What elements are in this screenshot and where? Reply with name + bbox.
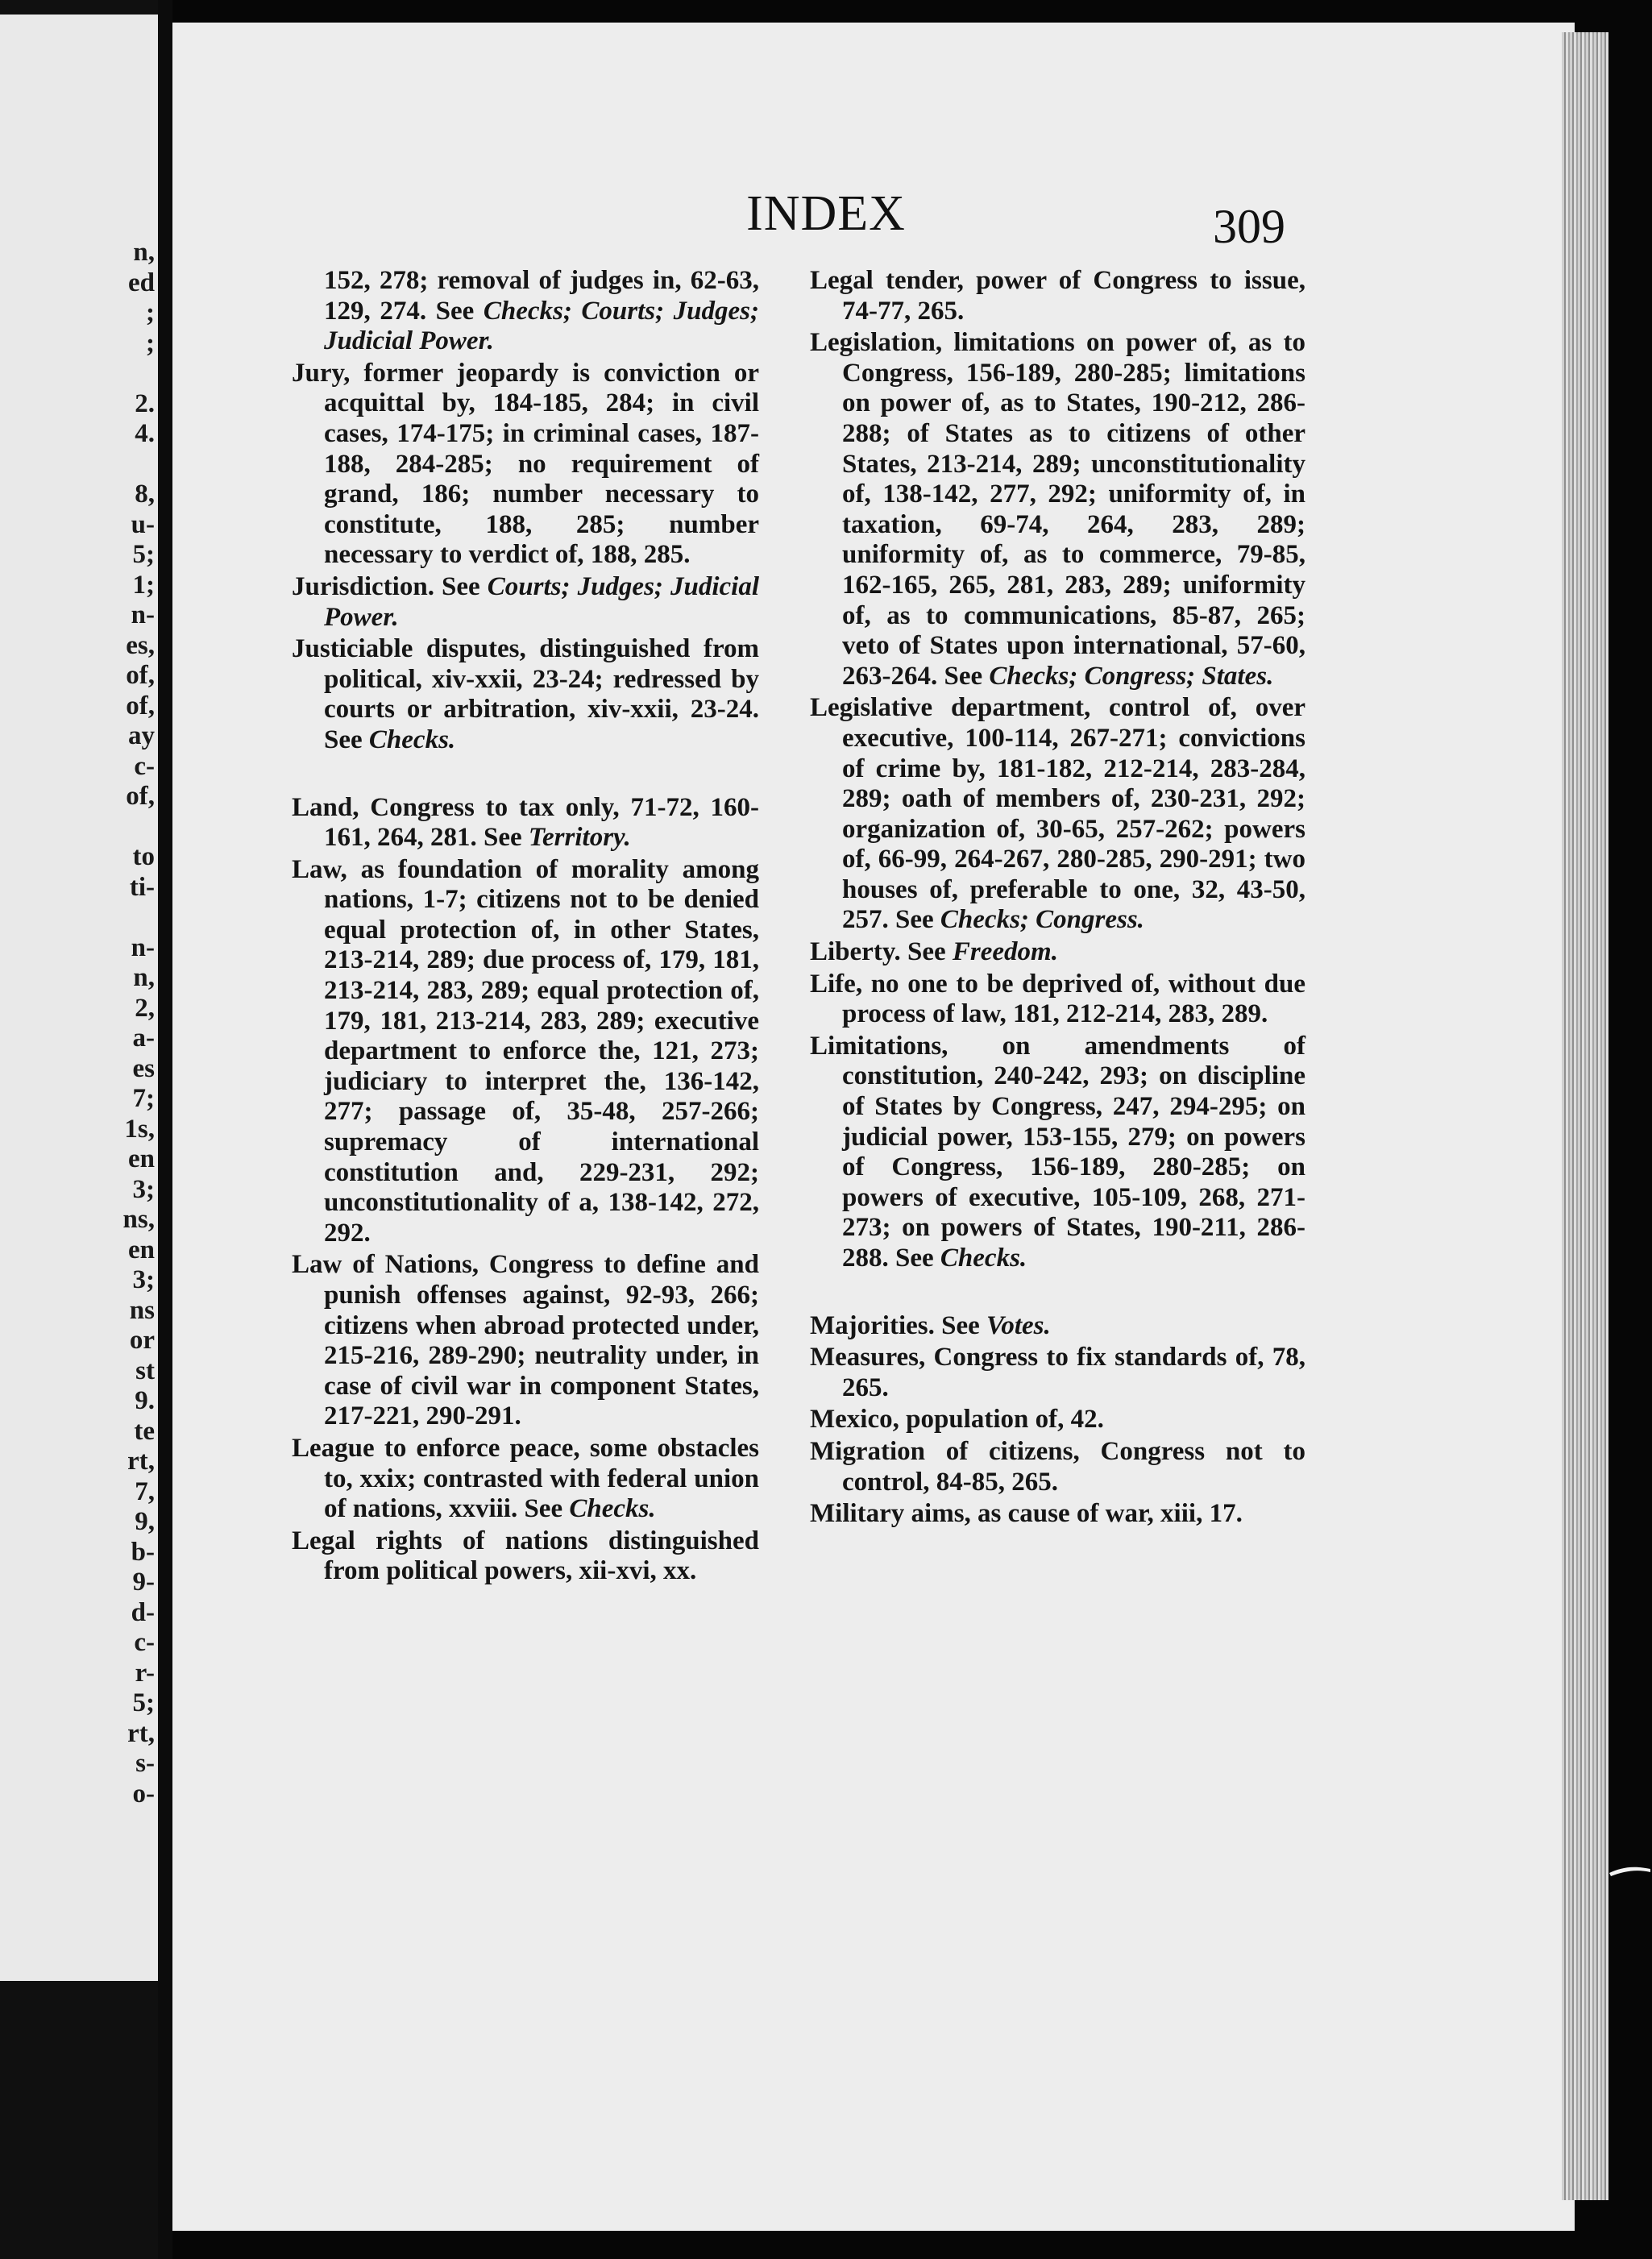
- left-page-fragment: u-: [131, 509, 155, 539]
- left-page-fragment: 4.: [135, 419, 155, 448]
- index-entry: [810, 1032, 1305, 1274]
- entry-text: Legal rights of nations distinguished from political powers, xii-xvi, xx.: [292, 1526, 759, 1586]
- entry-text: Limitations, on amendments of constitution, 240-242, 293; on discipline of States by Congress, 247, 294-295; on judicial power, 153-155, 279; on powers of Congress, 156-189, 280-285; on powers of executive, 105-109, 268, 271-273; on powers of States, 190-211, 286-288. See: [810, 1031, 1305, 1273]
- letter-section-gap: [292, 758, 759, 793]
- entry-text: Life, no one to be deprived of, without due process of law, 181, 212-214, 283, 289.: [810, 969, 1305, 1029]
- entry-text: Measures, Congress to fix standards of, 78, 265.: [810, 1343, 1305, 1402]
- left-page-fragment: 9.: [135, 1386, 155, 1415]
- letter-section-gap: [810, 1276, 1305, 1311]
- left-page-fragment: 1;: [132, 570, 155, 600]
- index-entry: [810, 328, 1305, 691]
- left-page-fragment: en: [128, 1144, 155, 1173]
- entry-text: Military aims, as cause of war, xiii, 17.: [810, 1499, 1243, 1529]
- cross-reference: Courts; Judges; Judicial Power.: [324, 571, 760, 632]
- index-entry: [810, 970, 1305, 1030]
- left-page-fragment: ns: [129, 1295, 155, 1325]
- left-page-fragment: n-: [131, 932, 155, 962]
- page-number: 309: [1213, 200, 1285, 253]
- left-page-fragment: es,: [126, 630, 155, 660]
- index-entry: [810, 1405, 1305, 1435]
- left-page-fragment: 7;: [132, 1084, 155, 1113]
- index-entry: [292, 855, 759, 1249]
- index-entry: [810, 937, 1305, 968]
- left-page-fragment: of,: [126, 782, 155, 811]
- entry-text: 152, 278; removal of judges in, 62-63, 129, 274. See: [324, 266, 759, 326]
- left-page-fragment: 1s,: [124, 1114, 155, 1144]
- index-entry: [292, 1250, 759, 1432]
- entry-text: Land, Congress to tax only, 71-72, 160-161, 264, 281. See: [292, 792, 759, 853]
- index-entry: [810, 693, 1305, 936]
- index-entry: [810, 266, 1305, 326]
- left-page-fragment: ;: [146, 298, 155, 327]
- index-column-right: [810, 266, 1305, 1531]
- left-page-fragment: or: [129, 1326, 155, 1355]
- entry-text: Legislation, limitations on power of, as to Congress, 156-189, 280-285; limitations on power of, as to States, 190-212, 286-288; of States as to citizens of other States, 213-214, 289; unconstitutionality of, 138-142, 277, 292; uniformity of, in taxation, 69-74, 264, 283, 289; uniformity of, as to commerce, 79-85, 162-165, 265, 281, 283, 289; uniformity of, as to communications, 85-87, 265; veto of States upon international, 57-60, 263-264. See: [810, 328, 1305, 691]
- left-page-fragment: 9-: [132, 1568, 155, 1597]
- index-entry: [810, 1311, 1305, 1342]
- entry-text: Justiciable disputes, distinguished from political, xiv-xxii, 23-24; redressed by courts or arbitration, xiv-xxii, 23-24. See: [292, 634, 759, 754]
- index-entry: [292, 793, 759, 853]
- index-column-left: [292, 266, 759, 1588]
- index-entry: [810, 1437, 1305, 1497]
- left-page-fragment: ti-: [129, 872, 155, 902]
- cross-reference: Votes.: [986, 1310, 1051, 1340]
- left-page-fragment: [123, 450, 155, 480]
- left-page-fragment: 2.: [135, 388, 155, 418]
- left-page-fragment: 3;: [132, 1265, 155, 1294]
- entry-text: Legal tender, power of Congress to issue, 74-77, 265.: [810, 266, 1305, 326]
- left-page-fragment: n,: [133, 963, 155, 992]
- entry-text: Mexico, population of, 42.: [810, 1405, 1104, 1435]
- left-page-fragment: [123, 903, 155, 933]
- left-page-fragment: n,: [133, 238, 155, 267]
- entry-text: Law, as foundation of morality among nations, 1-7; citizens not to be denied equal protection of, in other States, 213-214, 289; due process of, 179, 181, 213-214, 283, 289; equal protection of, 179, 181, 213-214, 283, 289; executive department to enforce the, 121, 273; judiciary to interpret the, 136-142, 277; passage of, 35-48, 257-266; supremacy of international constitution and, 229-231, 292; unconstitutionality of a, 138-142, 272, 292.: [292, 854, 759, 1248]
- entry-text: League to enforce peace, some obstacles to, xxix; contrasted with federal union of nations, xxviii. See: [292, 1433, 759, 1524]
- left-page-margin: [0, 0, 158, 2259]
- left-page-fragment: s-: [135, 1749, 155, 1778]
- left-page-fragment: to: [132, 842, 155, 871]
- left-page-fragment: c-: [134, 751, 155, 781]
- book-gutter: [158, 0, 172, 2259]
- cross-reference: Territory.: [528, 823, 631, 853]
- cross-reference: Checks; Courts; Judges; Judicial Power.: [324, 296, 759, 356]
- left-page-fragment: en: [128, 1235, 155, 1264]
- entry-text: Liberty. See: [810, 937, 953, 967]
- left-page-fragment: ay: [128, 721, 155, 750]
- index-entry: [292, 634, 759, 755]
- left-page-fragment: c-: [134, 1628, 155, 1657]
- left-page-fragment: 3;: [132, 1174, 155, 1204]
- entry-text: Jury, former jeopardy is conviction or acquittal by, 184-185, 284; in civil cases, 174-175; in criminal cases, 187-188, 284-285; no requirement of grand, 186; number necessary to constitute, 188, 285; number necessary to verdict of, 188, 285.: [292, 358, 759, 570]
- cross-reference: Freedom.: [952, 937, 1058, 967]
- entry-text: Law of Nations, Congress to define and punish offenses against, 92-93, 266; citizens when abroad protected under, 215-216, 289-290; neutrality under, in case of civil war in component States, 217-221, 290-291.: [292, 1250, 759, 1431]
- left-page-fragment: n-: [131, 600, 155, 629]
- cross-reference: Checks; Congress; States.: [989, 661, 1274, 691]
- left-page-text-fragments: [123, 238, 155, 1809]
- cross-reference: Checks.: [940, 1244, 1027, 1273]
- index-entry: [292, 572, 759, 633]
- entry-text: Migration of citizens, Congress not to control, 84-85, 265.: [810, 1436, 1305, 1497]
- index-entry: [292, 266, 759, 357]
- ink-mark: [1608, 1862, 1652, 1878]
- left-page-fragment: [123, 812, 155, 843]
- left-page-fragment: r-: [135, 1658, 155, 1688]
- left-page-fragment: 5;: [132, 1688, 155, 1717]
- left-page-fragment: st: [135, 1356, 155, 1385]
- index-entry: [810, 1343, 1305, 1403]
- cross-reference: Checks.: [368, 725, 456, 754]
- page-title: INDEX: [746, 186, 906, 241]
- left-page-fragment: 7,: [135, 1476, 155, 1506]
- left-page-fragment: d-: [131, 1597, 155, 1627]
- left-page-fragment: ns,: [122, 1205, 155, 1234]
- left-page-fragment: ed: [128, 268, 155, 297]
- left-page-fragment: rt,: [127, 1718, 155, 1748]
- entry-text: Majorities. See: [810, 1310, 986, 1340]
- left-page-fragment: rt,: [127, 1447, 155, 1476]
- cross-reference: Checks; Congress.: [940, 905, 1144, 935]
- left-page-fragment: 9,: [135, 1507, 155, 1536]
- left-page-fragment: o-: [132, 1779, 155, 1808]
- cross-reference: Checks.: [569, 1494, 656, 1524]
- index-entry: [292, 1434, 759, 1525]
- left-page-fragment: b-: [131, 1537, 155, 1567]
- left-page-fragment: of,: [126, 691, 155, 720]
- left-page-fragment: 5;: [132, 540, 155, 569]
- index-entry: [292, 359, 759, 571]
- index-entry: [292, 1526, 759, 1587]
- left-page-fragment: te: [134, 1416, 155, 1446]
- left-page-fragment: 2,: [135, 993, 155, 1023]
- entry-text: Legislative department, control of, over executive, 100-114, 267-271; convictions of crime by, 181-182, 212-214, 283-284, 289; oath of members of, 230-231, 292; organization of, 30-65, 257-262; powers of, 66-99, 264-267, 280-285, 290-291; two houses of, preferable to one, 32, 43-50, 257. See: [810, 693, 1305, 935]
- left-page-fragment: ;: [146, 328, 155, 358]
- left-page-fragment: 8,: [135, 480, 155, 509]
- left-page-fragment: [123, 359, 155, 389]
- left-page-fragment: es: [132, 1053, 155, 1083]
- page-stack-edge: [1562, 32, 1608, 2200]
- entry-text: Jurisdiction. See: [292, 571, 488, 601]
- left-page-fragment: a-: [132, 1024, 155, 1053]
- index-entry: [810, 1499, 1305, 1530]
- left-page-fragment: of,: [126, 661, 155, 690]
